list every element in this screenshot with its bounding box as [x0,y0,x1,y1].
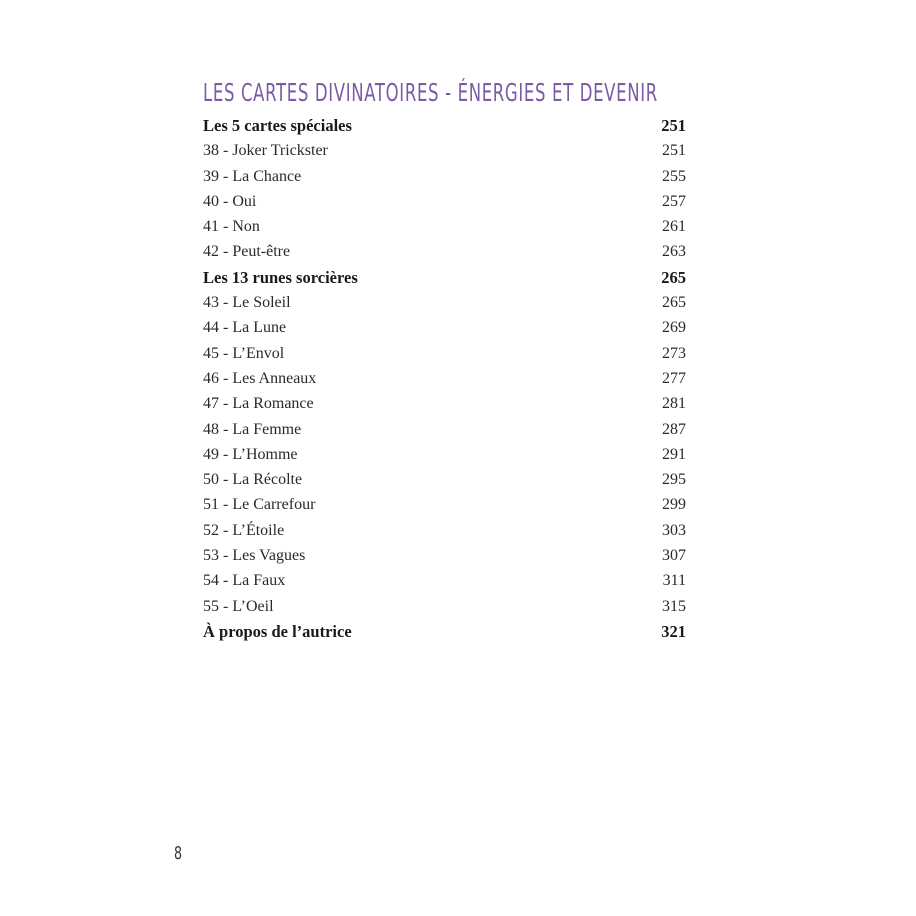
toc-entry-page: 263 [662,243,686,261]
toc-entry [203,518,686,543]
toc-entry-label: 55 - L’Oeil [203,597,274,615]
toc-section-heading [203,265,686,290]
toc-section-heading [203,619,686,644]
toc-entry-page: 273 [662,344,686,362]
toc-entry-page: 321 [661,621,686,641]
toc-entry [203,290,686,315]
toc-entry-label: 44 - La Lune [203,319,287,337]
toc-entry-label: 41 - Non [203,218,260,236]
toc-entry [203,138,686,163]
toc-entry-label: 38 - Joker Trickster [203,142,328,160]
toc-entry-page: 287 [662,420,686,438]
toc-entry-page: 261 [662,218,686,236]
toc-entry [203,467,686,492]
page-number: 8 [174,843,183,864]
toc-entry-page: 265 [661,267,686,287]
toc-entry-label: 48 - La Femme [203,420,302,438]
toc-entry-label: 42 - Peut-être [203,243,291,261]
toc-entry [203,341,686,366]
toc-entry [203,214,686,239]
toc-entry [203,594,686,619]
toc-entry [203,164,686,189]
toc-entry [203,391,686,416]
toc-entry-page: 295 [662,471,686,489]
toc-entry-label: 51 - Le Carrefour [203,496,316,514]
toc-entry-label: Les 5 cartes spéciales [203,116,352,135]
toc-entry-page: 315 [662,597,686,615]
toc-entry [203,239,686,264]
toc-entry-label: 39 - La Chance [203,167,302,185]
toc-entry-page: 307 [662,547,686,565]
toc-entry-page: 277 [662,369,686,387]
toc-entry-page: 299 [662,496,686,514]
toc-entry [203,315,686,340]
toc-entry-page: 251 [662,142,686,160]
section-title: LES CARTES DIVINATOIRES - ÉNERGIES ET DEVENIR [203,78,658,107]
toc-entry-page: 311 [662,572,686,590]
toc-entry [203,417,686,442]
toc-entry-page: 303 [662,521,686,539]
toc-entry-page: 251 [661,116,686,135]
toc-entry-label: 47 - La Romance [203,395,314,413]
toc-entry-label: 54 - La Faux [203,572,286,590]
toc-entry [203,543,686,568]
toc-entry [203,568,686,593]
toc-entry-page: 255 [662,167,686,185]
toc-entry [203,442,686,467]
toc-entry-page: 257 [662,192,686,210]
toc-entry-label: 46 - Les Anneaux [203,369,317,387]
toc-entry-label: 53 - Les Vagues [203,547,306,565]
toc-entry-label: 45 - L’Envol [203,344,285,362]
toc-entry [203,189,686,214]
toc-entry-label: 50 - La Récolte [203,471,303,489]
toc-entry-label: 40 - Oui [203,192,257,210]
toc-entry-label: 49 - L’Homme [203,445,298,463]
toc-section-heading [203,113,686,138]
toc-entry-page: 265 [662,294,686,312]
toc-entry-page: 281 [662,395,686,413]
table-of-contents [203,113,686,644]
toc-entry-label: 52 - L’Étoile [203,521,285,539]
toc-entry-label: 43 - Le Soleil [203,294,291,312]
toc-entry-page: 291 [662,445,686,463]
toc-entry [203,492,686,517]
toc-entry-label: À propos de l’autrice [203,621,352,641]
toc-entry [203,366,686,391]
toc-entry-page: 269 [662,319,686,337]
toc-entry-label: Les 13 runes sorcières [203,267,358,287]
